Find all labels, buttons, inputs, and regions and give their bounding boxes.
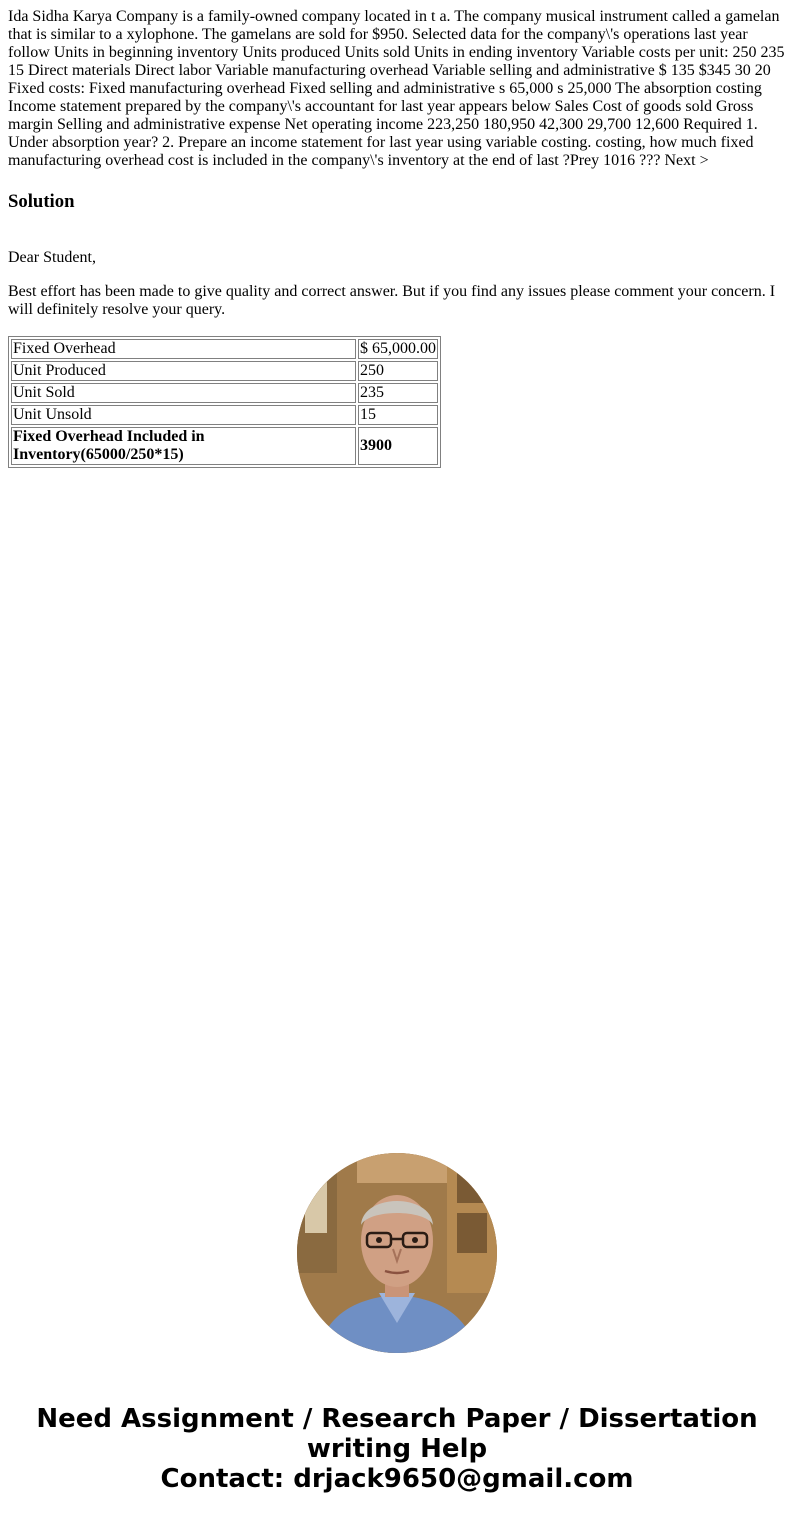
promo-contact: Contact: drjack9650@gmail.com xyxy=(160,1464,634,1494)
table-cell-label: Unit Unsold xyxy=(11,405,356,425)
greeting-text: Dear Student, xyxy=(8,249,96,266)
table-cell-value: 3900 xyxy=(358,427,438,465)
table-cell-value: 15 xyxy=(358,405,438,425)
page-content xyxy=(0,0,794,468)
table-cell-label: Fixed Overhead Included in Inventory(65000/250*15) xyxy=(11,427,356,465)
solution-table xyxy=(8,336,441,468)
question-text: Ida Sidha Karya Company is a family-owned company located in t a. The company musical instrument called a gamelan that is similar to a xylophone. The gamelans are sold for $950. Selected data for the company\'s operations last year follow Units in beginning inventory Units produced Units sold Units in ending inventory Variable costs per unit: 250 235 15 Direct materials Direct labor Variable manufacturing overhead Variable selling and administrative $ 135 $345 30 20 Fixed costs: Fixed manufacturing overhead Fixed selling and administrative s 65,000 s 25,000 The absorption costing Income statement prepared by the company\'s accountant for last year appears below Sales Cost of goods sold Gross margin Selling and administrative expense Net operating income 223,250 180,950 42,300 29,700 12,600 Required 1. Under absorption year? 2. Prepare an income statement for last year using variable costing. costing, how much fixed manufacturing overhead cost is included in the company\'s inventory at the end of last ?Prey 1016 ??? Next > xyxy=(8,8,785,169)
solution-heading: Solution xyxy=(8,191,75,212)
table-cell-label: Unit Sold xyxy=(11,383,356,403)
table-row xyxy=(11,361,438,381)
table-cell-value: $ 65,000.00 xyxy=(360,340,436,357)
avatar-portrait-icon xyxy=(297,1153,497,1353)
table-row xyxy=(11,405,438,425)
table-cell-label: Unit Produced xyxy=(11,361,356,381)
table-cell-value: 250 xyxy=(358,361,438,381)
promo-banner xyxy=(0,1404,794,1494)
note-text: Best effort has been made to give quality and correct answer. But if you find any issues please comment your concern. I will definitely resolve your query. xyxy=(8,283,776,318)
table-row xyxy=(11,383,438,403)
promo-line-2: writing Help xyxy=(306,1434,488,1464)
avatar xyxy=(297,1153,497,1353)
promo-line-1: Need Assignment / Research Paper / Dissertation xyxy=(36,1404,758,1434)
table-cell-label: Fixed Overhead xyxy=(11,339,356,359)
table-row xyxy=(11,339,438,359)
table-row-total xyxy=(11,427,438,465)
table-cell-value: 235 xyxy=(358,383,438,403)
